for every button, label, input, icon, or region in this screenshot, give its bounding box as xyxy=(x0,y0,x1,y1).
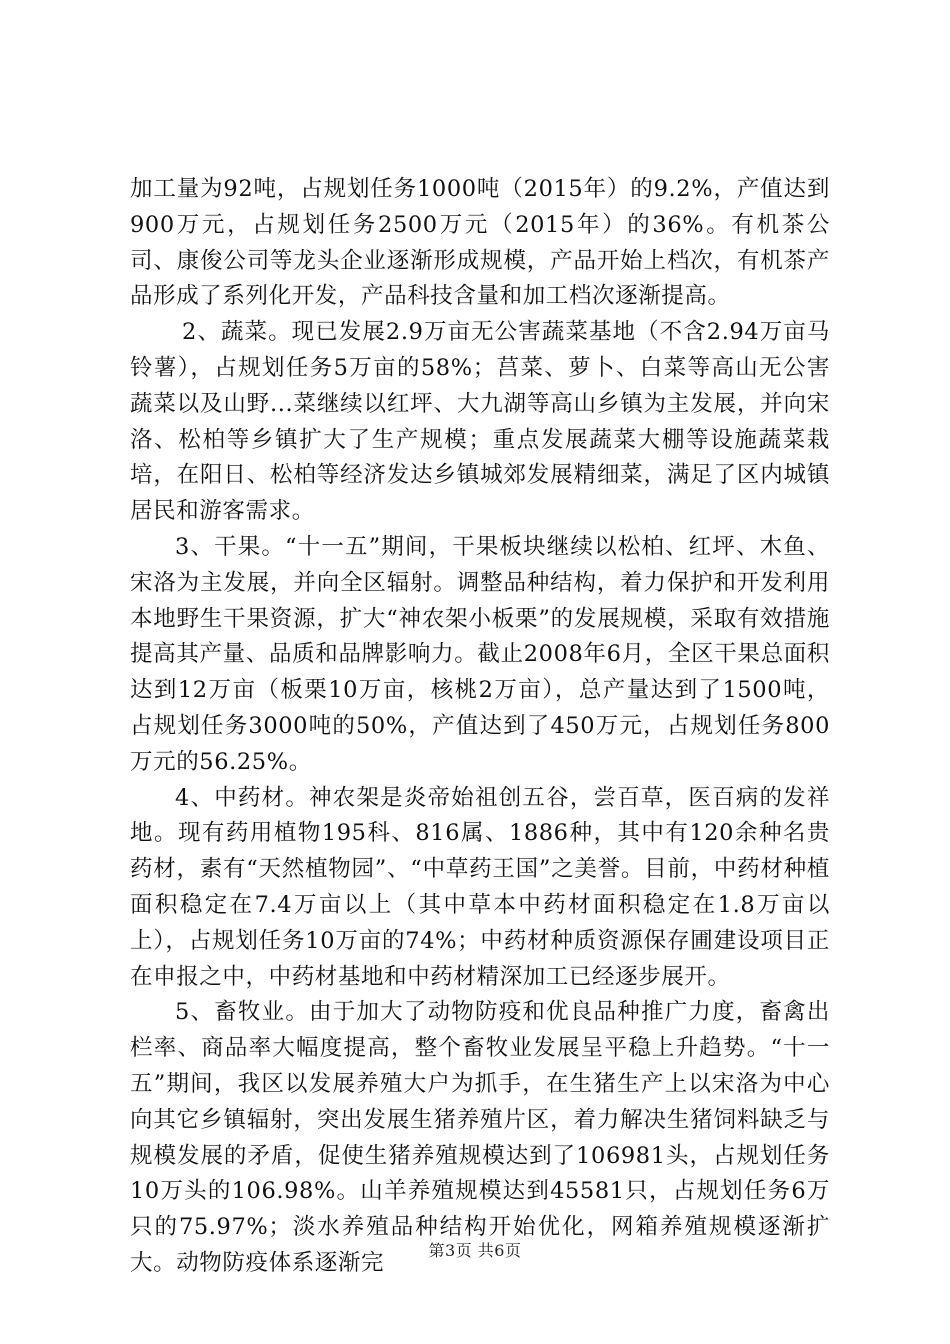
paragraph-vegetables: 2、蔬菜。现已发展2.9万亩无公害蔬菜基地（不含2.94万亩马铃薯），占规划任务5万亩的58%；莒菜、萝卜、白菜等高山无公害蔬菜以及山野...菜继续以红坪、大九湖等高山乡镇为主发展，并向宋洛、松柏等乡镇扩大了生产规模；重点发展蔬菜大棚等设施蔬菜栽培，在阳日、松柏等经济发达乡镇城郊发展精细菜，满足了区内城镇居民和游客需求。 xyxy=(130,319,830,525)
paragraph-animal-husbandry: 5、畜牧业。由于加大了动物防疫和优良品种推广力度，畜禽出栏率、商品率大幅度提高，整个畜牧业发展呈平稳上升趋势。“十一五”期间，我区以发展养殖大户为抓手，在生猪生产上以宋洛为中心向其它乡镇辐射，突出发展生猪养殖片区，着力解决生猪饲料缺乏与规模发展的矛盾，促使生猪养殖规模达到了106981头，占规划任务10万头的106.98%。山羊养殖规模达到45581只，占规划任务6万只的75.97%；淡水养殖品种结构开始优化，网箱养殖规模逐渐扩大。动物防疫体系逐渐完 xyxy=(130,999,830,1276)
paragraph-medicinal-herbs: 4、中药材。神农架是炎帝始祖创五谷，尝百草，医百病的发祥地。现有药用植物195科、816属、1886种，其中有120余种名贵药材，素有“天然植物园”、“中草药王国”之美誉。目前，中药材种植面积稳定在7.4万亩以上（其中草本中药材面积稳定在1.8万亩以上），占规划任务10万亩的74%；中药材种质资源保存圃建设项目正在申报之中，中药材基地和中药材精深加工已经逐步展开。 xyxy=(130,784,830,990)
body-text xyxy=(130,172,830,1282)
paragraph-dried-fruit: 3、干果。“十一五”期间，干果板块继续以松柏、红坪、木鱼、宋洛为主发展，并向全区辐射。调整品种结构，着力保护和开发利用本地野生干果资源，扩大“神农架小板栗”的发展规模，采取有效措施提高其产量、品质和品牌影响力。截止2008年6月，全区干果总面积达到12万亩（板栗10万亩，核桃2万亩），总产量达到了1500吨，占规划任务3000吨的50%，产值达到了450万元，占规划任务800万元的56.25%。 xyxy=(130,533,830,775)
paragraph-tea-processing: 加工量为92吨，占规划任务1000吨（2015年）的9.2%，产值达到900万元，占规划任务2500万元（2015年）的36%。有机茶公司、康俊公司等龙头企业逐渐形成规模，产品开始上档次，有机茶产品形成了系列化开发，产品科技含量和加工档次逐渐提高。 xyxy=(130,176,830,310)
page-footer: 第3页 共6页 xyxy=(428,1241,522,1260)
